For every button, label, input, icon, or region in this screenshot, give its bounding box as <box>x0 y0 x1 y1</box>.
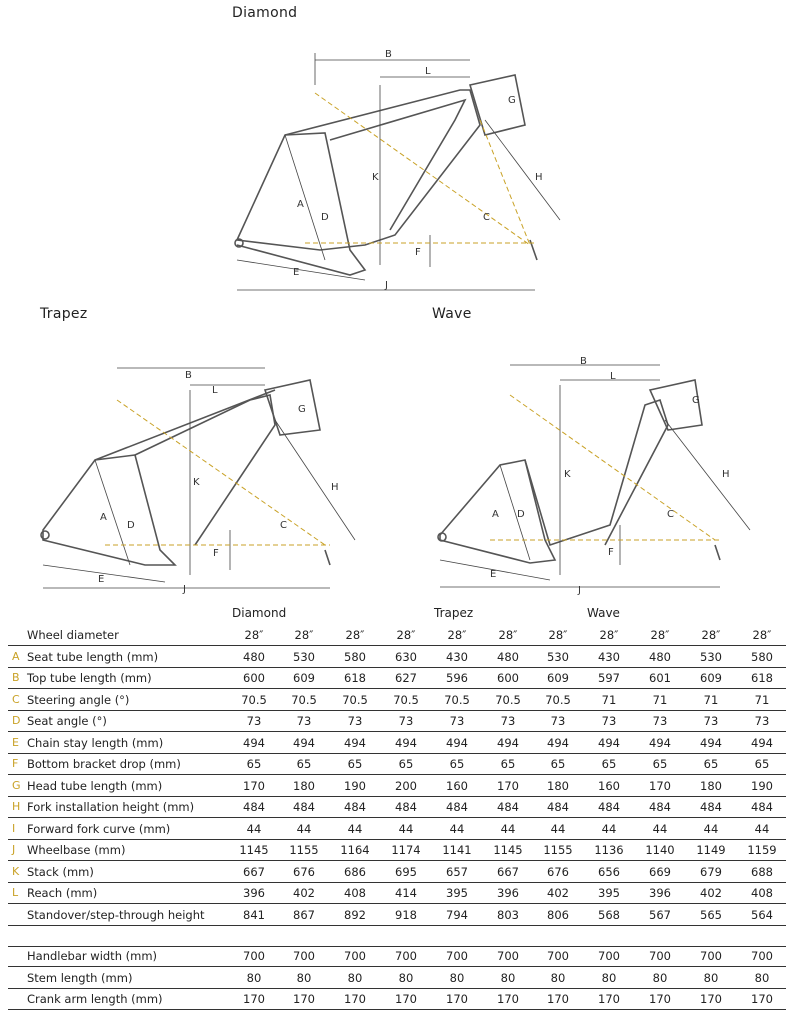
table-cell: 180 <box>293 778 315 793</box>
table-cell: 44 <box>449 821 465 836</box>
label-L: L <box>212 385 218 396</box>
table-cell: 609 <box>547 671 569 685</box>
table-cell: 494 <box>395 735 417 750</box>
table-cell: 71 <box>754 692 770 707</box>
table-cell: 190 <box>344 778 366 793</box>
table-cell: 494 <box>547 735 569 750</box>
table-cell: 1174 <box>391 843 421 857</box>
table-cell: 1155 <box>289 843 319 857</box>
row-label: Wheel diameter <box>27 628 119 642</box>
frame-outline <box>438 380 720 563</box>
label-H: H <box>535 172 543 183</box>
label-C: C <box>280 520 287 531</box>
table-cell: 618 <box>344 671 366 685</box>
table-cell: 190 <box>751 778 773 793</box>
label-H: H <box>722 469 730 480</box>
table-cell: 1145 <box>493 843 523 857</box>
table-cell: 180 <box>700 778 722 793</box>
table-cell: 414 <box>395 886 417 900</box>
label-K: K <box>372 172 379 183</box>
table-cell: 73 <box>754 714 770 728</box>
label-B: B <box>385 49 392 60</box>
dimension-lines <box>237 53 560 290</box>
table-cell: 170 <box>446 992 468 1006</box>
label-F: F <box>415 247 421 258</box>
table-cell: 484 <box>547 800 569 814</box>
table-cell: 73 <box>246 714 262 728</box>
label-D: D <box>127 520 135 531</box>
table-cell: 28″ <box>345 628 365 642</box>
table-cell: 700 <box>547 949 569 963</box>
table-cell: 565 <box>700 907 722 922</box>
table-cell: 1136 <box>594 843 624 857</box>
table-cell: 676 <box>293 864 315 879</box>
table-cell: 396 <box>649 886 671 900</box>
label-F: F <box>213 548 219 559</box>
table-row <box>8 946 786 967</box>
table-cell: 618 <box>751 671 773 685</box>
table-cell: 65 <box>296 757 312 771</box>
table-cell: 700 <box>598 949 620 963</box>
row-label: Fork installation height (mm) <box>27 800 195 814</box>
table-row <box>8 668 786 689</box>
table-cell: 494 <box>649 735 671 750</box>
table-cell: 73 <box>347 714 363 728</box>
table-row <box>8 776 786 797</box>
table-cell: 28″ <box>548 628 568 642</box>
table-cell: 892 <box>344 907 366 922</box>
row-letter: I <box>12 821 16 835</box>
table-cell: 44 <box>550 821 566 836</box>
table-cell: 667 <box>243 864 265 879</box>
label-A: A <box>297 199 304 210</box>
row-label: Chain stay length (mm) <box>27 735 164 750</box>
table-cell: 73 <box>398 714 414 728</box>
table-cell: 402 <box>293 886 315 900</box>
table-cell: 170 <box>293 992 315 1006</box>
row-label: Crank arm length (mm) <box>27 992 163 1006</box>
table-cell: 170 <box>751 992 773 1006</box>
table-cell: 494 <box>700 735 722 750</box>
table-cell: 73 <box>703 714 719 728</box>
table-cell: 70.5 <box>444 692 470 707</box>
table-cell: 28″ <box>498 628 518 642</box>
table-cell: 484 <box>700 800 722 814</box>
label-D: D <box>517 509 525 520</box>
row-letter: D <box>12 714 21 727</box>
table-cell: 430 <box>598 649 620 664</box>
table-cell: 564 <box>751 907 773 922</box>
table-cell: 28″ <box>294 628 314 642</box>
row-letter: E <box>12 735 19 749</box>
table-cell: 396 <box>497 886 519 900</box>
table-row <box>8 647 786 668</box>
trapez-frame-diagram <box>35 360 365 595</box>
label-K: K <box>193 477 200 488</box>
label-L: L <box>610 371 616 382</box>
table-cell: 806 <box>547 907 569 922</box>
table-cell: 600 <box>497 671 519 685</box>
table-cell: 70.5 <box>342 692 368 707</box>
table-cell: 530 <box>700 649 722 664</box>
table-cell: 700 <box>293 949 315 963</box>
table-cell: 73 <box>550 714 566 728</box>
table-cell: 70.5 <box>241 692 267 707</box>
table-cell: 700 <box>344 949 366 963</box>
table-cell: 1149 <box>696 843 726 857</box>
table-cell: 484 <box>395 800 417 814</box>
table-cell: 494 <box>751 735 773 750</box>
table-cell: 80 <box>449 970 465 985</box>
table-cell: 695 <box>395 864 417 879</box>
table-cell: 700 <box>700 949 722 963</box>
table-cell: 170 <box>497 778 519 793</box>
label-E: E <box>293 267 300 278</box>
table-row <box>8 733 786 754</box>
table-cell: 484 <box>446 800 468 814</box>
table-cell: 70.5 <box>291 692 317 707</box>
table-cell: 170 <box>243 992 265 1006</box>
table-cell: 596 <box>446 671 468 685</box>
label-H: H <box>331 482 339 493</box>
table-cell: 484 <box>598 800 620 814</box>
table-cell: 160 <box>446 778 468 793</box>
table-cell: 484 <box>649 800 671 814</box>
table-cell: 656 <box>598 864 620 879</box>
table-cell: 80 <box>601 970 617 985</box>
table-cell: 484 <box>751 800 773 814</box>
table-cell: 170 <box>649 778 671 793</box>
table-cell: 65 <box>398 757 414 771</box>
table-cell: 28″ <box>599 628 619 642</box>
frame-outline <box>235 75 537 275</box>
table-cell: 65 <box>601 757 617 771</box>
table-cell: 1155 <box>543 843 573 857</box>
table-cell: 73 <box>601 714 617 728</box>
table-cell: 1141 <box>442 843 472 857</box>
group-header-trapez: Trapez <box>434 606 474 620</box>
row-letter: F <box>12 757 19 770</box>
table-cell: 567 <box>649 907 671 922</box>
row-label: Head tube length (mm) <box>27 778 163 793</box>
table-cell: 80 <box>550 970 566 985</box>
table-cell: 44 <box>754 821 770 836</box>
row-label: Standover/step-through height <box>27 907 205 922</box>
table-cell: 200 <box>395 778 417 793</box>
table-cell: 170 <box>547 992 569 1006</box>
table-cell: 700 <box>395 949 417 963</box>
table-cell: 80 <box>652 970 668 985</box>
table-cell: 494 <box>344 735 366 750</box>
table-cell: 1145 <box>239 843 269 857</box>
table-cell: 484 <box>344 800 366 814</box>
row-label: Steering angle (°) <box>27 692 130 707</box>
table-cell: 65 <box>500 757 516 771</box>
table-cell: 494 <box>598 735 620 750</box>
label-E: E <box>98 574 105 585</box>
group-header-diamond: Diamond <box>232 606 287 620</box>
label-G: G <box>692 395 700 406</box>
row-letter: L <box>12 886 19 899</box>
table-row <box>8 711 786 732</box>
table-cell: 580 <box>344 649 366 664</box>
label-F: F <box>608 547 614 558</box>
table-cell: 630 <box>395 649 417 664</box>
table-cell: 657 <box>446 864 468 879</box>
label-A: A <box>492 509 499 520</box>
table-cell: 73 <box>296 714 312 728</box>
table-row <box>8 862 786 883</box>
label-G: G <box>508 95 516 106</box>
table-cell: 530 <box>547 649 569 664</box>
table-cell: 1159 <box>747 843 777 857</box>
table-cell: 396 <box>243 886 265 900</box>
table-cell: 80 <box>246 970 262 985</box>
table-row <box>8 819 786 840</box>
row-label: Seat tube length (mm) <box>27 649 159 664</box>
table-cell: 180 <box>547 778 569 793</box>
table-cell: 700 <box>446 949 468 963</box>
table-cell: 44 <box>398 821 414 836</box>
label-A: A <box>100 512 107 523</box>
table-cell: 65 <box>703 757 719 771</box>
table-cell: 494 <box>497 735 519 750</box>
table-cell: 627 <box>395 671 417 685</box>
row-letter: A <box>12 649 20 663</box>
table-cell: 44 <box>652 821 668 836</box>
table-cell: 686 <box>344 864 366 879</box>
table-cell: 73 <box>652 714 668 728</box>
table-cell: 44 <box>703 821 719 836</box>
row-letter: C <box>12 692 20 706</box>
label-L: L <box>425 66 431 77</box>
table-cell: 794 <box>446 907 468 922</box>
table-cell: 676 <box>547 864 569 879</box>
label-J: J <box>385 280 388 291</box>
table-cell: 395 <box>446 886 468 900</box>
table-cell: 71 <box>601 692 617 707</box>
table-row <box>8 883 786 904</box>
table-cell: 700 <box>497 949 519 963</box>
table-cell: 918 <box>395 907 417 922</box>
trapez-title: Trapez <box>40 306 88 322</box>
table-cell: 70.5 <box>495 692 521 707</box>
table-cell: 1140 <box>645 843 675 857</box>
table-cell: 44 <box>296 821 312 836</box>
diamond-frame-diagram <box>225 45 565 295</box>
row-letter: K <box>12 864 20 878</box>
table-row <box>8 989 786 1010</box>
table-cell: 395 <box>598 886 620 900</box>
table-row <box>8 968 786 989</box>
table-cell: 609 <box>293 671 315 685</box>
table-cell: 28″ <box>701 628 721 642</box>
label-C: C <box>667 509 674 520</box>
table-cell: 80 <box>347 970 363 985</box>
row-letter: H <box>12 800 21 813</box>
table-row <box>8 625 786 646</box>
table-row <box>8 754 786 775</box>
table-cell: 170 <box>598 992 620 1006</box>
dimension-lines <box>440 365 750 587</box>
table-cell: 44 <box>500 821 516 836</box>
table-cell: 73 <box>500 714 516 728</box>
table-cell: 484 <box>243 800 265 814</box>
table-cell: 609 <box>700 671 722 685</box>
table-cell: 679 <box>700 864 722 879</box>
table-cell: 600 <box>243 671 265 685</box>
table-cell: 65 <box>246 757 262 771</box>
table-cell: 484 <box>293 800 315 814</box>
table-cell: 601 <box>649 671 671 685</box>
wave-title: Wave <box>432 306 472 322</box>
table-divider <box>8 946 786 947</box>
row-letter: J <box>12 843 16 856</box>
label-J: J <box>578 585 581 595</box>
table-cell: 71 <box>652 692 668 707</box>
table-cell: 65 <box>754 757 770 771</box>
table-cell: 480 <box>243 649 265 664</box>
row-label: Handlebar width (mm) <box>27 949 158 963</box>
table-cell: 80 <box>500 970 516 985</box>
table-cell: 568 <box>598 907 620 922</box>
table-cell: 841 <box>243 907 265 922</box>
table-cell: 170 <box>649 992 671 1006</box>
table-cell: 28″ <box>396 628 416 642</box>
label-C: C <box>483 212 490 223</box>
table-cell: 494 <box>446 735 468 750</box>
table-cell: 530 <box>293 649 315 664</box>
row-label: Stem length (mm) <box>27 970 133 985</box>
table-cell: 70.5 <box>393 692 419 707</box>
table-cell: 480 <box>497 649 519 664</box>
table-cell: 667 <box>497 864 519 879</box>
group-header-wave: Wave <box>587 606 620 620</box>
table-cell: 408 <box>751 886 773 900</box>
table-cell: 580 <box>751 649 773 664</box>
table-cell: 160 <box>598 778 620 793</box>
table-cell: 484 <box>497 800 519 814</box>
table-row <box>8 690 786 711</box>
table-cell: 28″ <box>244 628 264 642</box>
table-cell: 402 <box>547 886 569 900</box>
table-cell: 65 <box>449 757 465 771</box>
table-cell: 28″ <box>650 628 670 642</box>
row-label: Wheelbase (mm) <box>27 843 126 857</box>
table-cell: 80 <box>754 970 770 985</box>
table-cell: 494 <box>243 735 265 750</box>
table-cell: 803 <box>497 907 519 922</box>
table-cell: 170 <box>395 992 417 1006</box>
label-B: B <box>580 356 587 367</box>
label-D: D <box>321 212 329 223</box>
row-label: Reach (mm) <box>27 886 98 900</box>
table-cell: 170 <box>344 992 366 1006</box>
table-cell: 700 <box>243 949 265 963</box>
row-letter: B <box>12 671 20 684</box>
table-cell: 44 <box>246 821 262 836</box>
table-cell: 700 <box>751 949 773 963</box>
table-cell: 71 <box>703 692 719 707</box>
row-label: Top tube length (mm) <box>27 671 152 685</box>
table-cell: 494 <box>293 735 315 750</box>
row-label: Seat angle (°) <box>27 714 107 728</box>
table-row <box>8 797 786 818</box>
label-E: E <box>490 569 497 580</box>
label-B: B <box>185 370 192 381</box>
row-letter: G <box>12 778 21 792</box>
table-cell: 597 <box>598 671 620 685</box>
label-G: G <box>298 404 306 415</box>
diamond-title: Diamond <box>232 5 298 21</box>
label-K: K <box>564 469 571 480</box>
table-cell: 44 <box>601 821 617 836</box>
table-cell: 1164 <box>340 843 370 857</box>
table-cell: 430 <box>446 649 468 664</box>
row-label: Bottom bracket drop (mm) <box>27 757 181 771</box>
table-cell: 80 <box>296 970 312 985</box>
table-cell: 402 <box>700 886 722 900</box>
wave-frame-diagram <box>430 345 770 595</box>
table-cell: 688 <box>751 864 773 879</box>
table-cell: 700 <box>649 949 671 963</box>
table-cell: 65 <box>347 757 363 771</box>
table-cell: 80 <box>703 970 719 985</box>
table-cell: 170 <box>700 992 722 1006</box>
table-cell: 170 <box>243 778 265 793</box>
label-J: J <box>183 584 186 595</box>
table-cell: 80 <box>398 970 414 985</box>
table-cell: 170 <box>497 992 519 1006</box>
table-row <box>8 840 786 861</box>
table-cell: 28″ <box>752 628 772 642</box>
table-cell: 28″ <box>447 628 467 642</box>
table-cell: 480 <box>649 649 671 664</box>
table-row <box>8 905 786 926</box>
table-cell: 44 <box>347 821 363 836</box>
table-cell: 867 <box>293 907 315 922</box>
table-cell: 669 <box>649 864 671 879</box>
table-cell: 70.5 <box>545 692 571 707</box>
row-label: Stack (mm) <box>27 864 94 879</box>
frame-outline <box>41 380 330 565</box>
table-cell: 65 <box>652 757 668 771</box>
table-cell: 65 <box>550 757 566 771</box>
table-cell: 73 <box>449 714 465 728</box>
table-cell: 408 <box>344 886 366 900</box>
row-label: Forward fork curve (mm) <box>27 821 171 836</box>
